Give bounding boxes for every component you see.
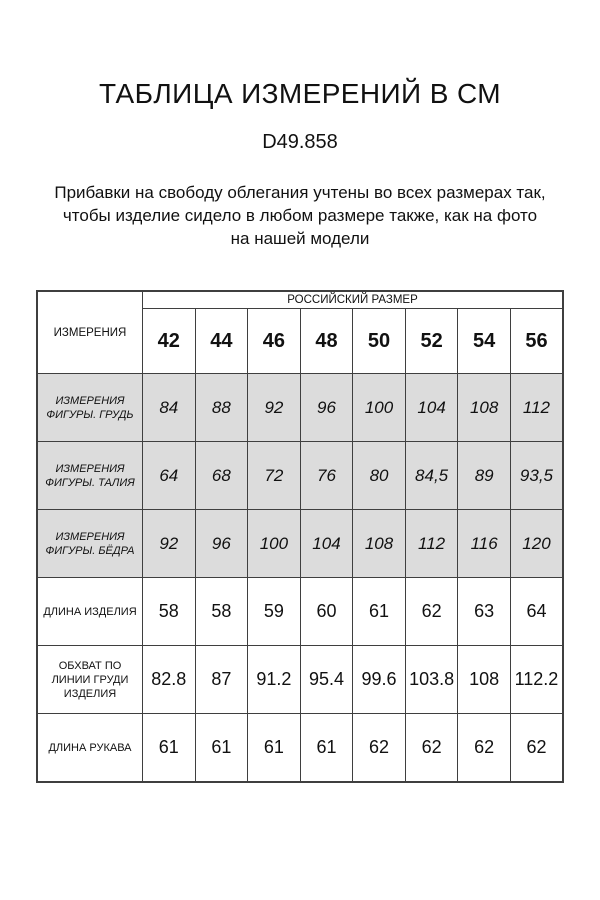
data-cell: 92: [248, 374, 301, 442]
data-cell: 61: [143, 714, 196, 783]
data-cell: 95.4: [300, 646, 353, 714]
data-cell: 88: [195, 374, 248, 442]
data-cell: 58: [143, 578, 196, 646]
data-cell: 76: [300, 442, 353, 510]
row-label-figure-chest: ИЗМЕРЕНИЯ ФИГУРЫ. ГРУДЬ: [37, 374, 143, 442]
row-label-figure-hips: ИЗМЕРЕНИЯ ФИГУРЫ. БЁДРА: [37, 510, 143, 578]
size-header-48: 48: [300, 309, 353, 374]
data-cell: 59: [248, 578, 301, 646]
data-cell: 89: [458, 442, 511, 510]
size-header-50: 50: [353, 309, 406, 374]
data-cell: 82.8: [143, 646, 196, 714]
data-cell: 112: [405, 510, 458, 578]
data-cell: 100: [248, 510, 301, 578]
fit-note-line-3: на нашей модели: [230, 229, 370, 248]
row-label-figure-waist: ИЗМЕРЕНИЯ ФИГУРЫ. ТАЛИЯ: [37, 442, 143, 510]
data-cell: 91.2: [248, 646, 301, 714]
data-cell: 84: [143, 374, 196, 442]
table-row-figure-waist: [37, 442, 563, 510]
data-cell: 60: [300, 578, 353, 646]
data-cell: 112.2: [510, 646, 563, 714]
data-cell: 87: [195, 646, 248, 714]
data-cell: 58: [195, 578, 248, 646]
data-cell: 116: [458, 510, 511, 578]
data-cell: 80: [353, 442, 406, 510]
data-cell: 61: [195, 714, 248, 783]
size-header-54: 54: [458, 309, 511, 374]
table-row-figure-chest: [37, 374, 563, 442]
data-cell: 120: [510, 510, 563, 578]
table-row-figure-hips: [37, 510, 563, 578]
page-title: ТАБЛИЦА ИЗМЕРЕНИЙ В СМ: [98, 78, 502, 109]
data-cell: 62: [405, 578, 458, 646]
data-cell: 61: [248, 714, 301, 783]
data-cell: 99.6: [353, 646, 406, 714]
data-cell: 96: [195, 510, 248, 578]
row-label-item-length: ДЛИНА ИЗДЕЛИЯ: [37, 578, 143, 646]
size-group-header-row: [37, 291, 563, 309]
data-cell: 104: [405, 374, 458, 442]
size-table: [36, 290, 564, 783]
row-label-item-chest-girth: ОБХВАТ ПО ЛИНИИ ГРУДИ ИЗДЕЛИЯ: [37, 646, 143, 714]
data-cell: 108: [458, 374, 511, 442]
data-cell: 61: [300, 714, 353, 783]
data-cell: 62: [405, 714, 458, 783]
data-cell: 62: [510, 714, 563, 783]
data-cell: 104: [300, 510, 353, 578]
data-cell: 103.8: [405, 646, 458, 714]
data-cell: 68: [195, 442, 248, 510]
article-code: D49.858: [262, 131, 338, 153]
data-cell: 64: [510, 578, 563, 646]
data-cell: 62: [458, 714, 511, 783]
size-header-52: 52: [405, 309, 458, 374]
data-cell: 61: [353, 578, 406, 646]
data-cell: 93,5: [510, 442, 563, 510]
fit-note-line-1: Прибавки на свободу облегания учтены во всех размерах так,: [54, 183, 546, 202]
table-row-sleeve-length: [37, 714, 563, 783]
size-header-56: 56: [510, 309, 563, 374]
data-cell: 84,5: [405, 442, 458, 510]
row-label-sleeve-length: ДЛИНА РУКАВА: [37, 714, 143, 783]
russian-size-header: РОССИЙСКИЙ РАЗМЕР: [143, 291, 564, 309]
data-cell: 96: [300, 374, 353, 442]
size-header-44: 44: [195, 309, 248, 374]
size-header-42: 42: [143, 309, 196, 374]
data-cell: 108: [458, 646, 511, 714]
size-header-46: 46: [248, 309, 301, 374]
table-row-item-chest-girth: [37, 646, 563, 714]
data-cell: 72: [248, 442, 301, 510]
data-cell: 63: [458, 578, 511, 646]
data-cell: 112: [510, 374, 563, 442]
data-cell: 108: [353, 510, 406, 578]
data-cell: 64: [143, 442, 196, 510]
measurements-column-header: ИЗМЕРЕНИЯ: [37, 291, 143, 374]
fit-note: [0, 181, 600, 250]
data-cell: 62: [353, 714, 406, 783]
data-cell: 100: [353, 374, 406, 442]
data-cell: 92: [143, 510, 196, 578]
table-row-item-length: [37, 578, 563, 646]
fit-note-line-2: чтобы изделие сидело в любом размере также, как на фото: [62, 206, 538, 225]
